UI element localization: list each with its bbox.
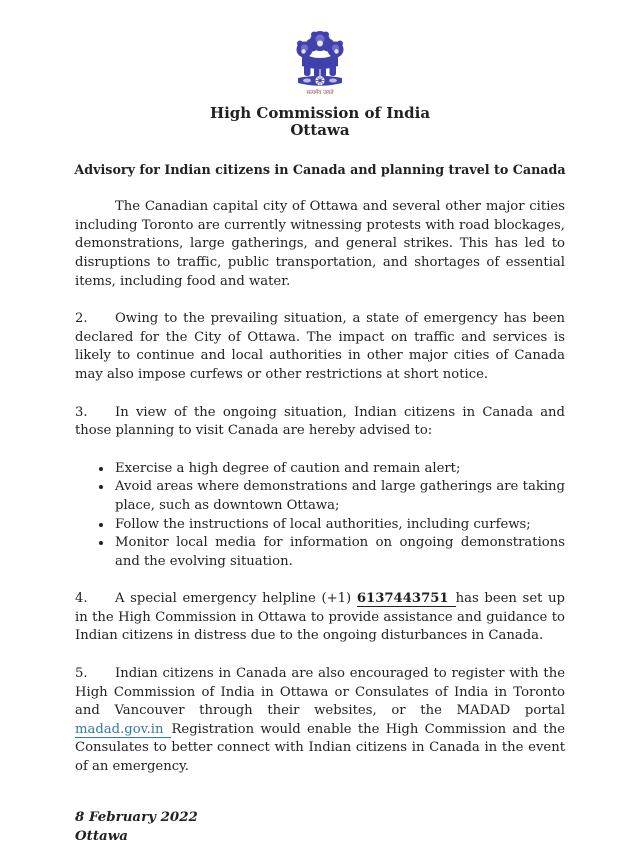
- india-national-emblem-icon: [291, 26, 349, 97]
- paragraph-4-number: 4.: [75, 591, 88, 607]
- paragraph-4-text-before: A special emergency helpline (+1): [115, 591, 357, 607]
- advisory-bullet-3: • Follow the instructions of local authorities, including curfews;: [113, 516, 565, 535]
- org-city: Ottawa: [290, 121, 350, 140]
- emergency-helpline-number: 6137443751: [357, 591, 456, 607]
- paragraph-5-number: 5.: [75, 666, 88, 682]
- advisory-bullet-4: • Monitor local media for information on ongoing demonstrations and the evolving situation.: [113, 534, 565, 571]
- emblem-motto-text: सत्यमेव जयते: [306, 90, 334, 96]
- document-title: Advisory for Indian citizens in Canada and planning travel to Canada: [74, 161, 566, 177]
- paragraph-5-text-before: Indian citizens in Canada are also encouraged to register with the High Commission of India in Ottawa or Consulates of India in Toronto and Vancouver through their websites, or the MADAD portal: [75, 666, 565, 719]
- paragraph-4-text-after: has been set up in the High Commission in Ottawa to provide assistance and guidance to Indian citizens in distress due to the ongoing disturbances in Canada.: [75, 591, 566, 644]
- paragraph-1-text: The Canadian capital city of Ottawa and several other major cities including Toronto are currently witnessing protests with road blockages, demonstrations, large gatherings, and general strikes. This has led to disruptions to traffic, public transportation, and shortages of essential items, including food and water.: [75, 199, 565, 289]
- paragraph-5-text-after: Registration would enable the High Commission and the Consulates to better connect with Indian citizens in Canada in the event of an emergency.: [75, 721, 565, 775]
- document-place: Ottawa: [75, 827, 128, 844]
- paragraph-1: [75, 198, 565, 291]
- madad-portal-link[interactable]: madad.gov.in: [75, 722, 171, 738]
- paragraph-3: [75, 404, 565, 441]
- advisory-bullet-1: • Exercise a high degree of caution and remain alert;: [113, 460, 565, 479]
- paragraph-4: [75, 590, 565, 646]
- document-date: 8 February 2022: [75, 808, 198, 825]
- advisory-bullet-2: • Avoid areas where demonstrations and large gatherings are taking place, such as downtown Ottawa;: [113, 478, 565, 515]
- paragraph-2: [75, 310, 565, 384]
- paragraph-3-text: In view of the ongoing situation, Indian citizens in Canada and those planning to visit Canada are hereby advised to:: [75, 404, 565, 439]
- signature-block: [75, 808, 565, 846]
- paragraph-3-number: 3.: [75, 404, 88, 420]
- advisory-bullet-list: [75, 460, 565, 572]
- paragraph-2-text: Owing to the prevailing situation, a state of emergency has been declared for the City of Ottawa. The impact on traffic and services is likely to continue and local authorities in other major cities of Canada may also impose curfews or other restrictions at short notice.: [75, 311, 565, 382]
- paragraph-2-number: 2.: [75, 311, 88, 327]
- letterhead: [75, 26, 565, 140]
- paragraph-5: [75, 665, 565, 777]
- org-name: High Commission of India: [209, 103, 431, 122]
